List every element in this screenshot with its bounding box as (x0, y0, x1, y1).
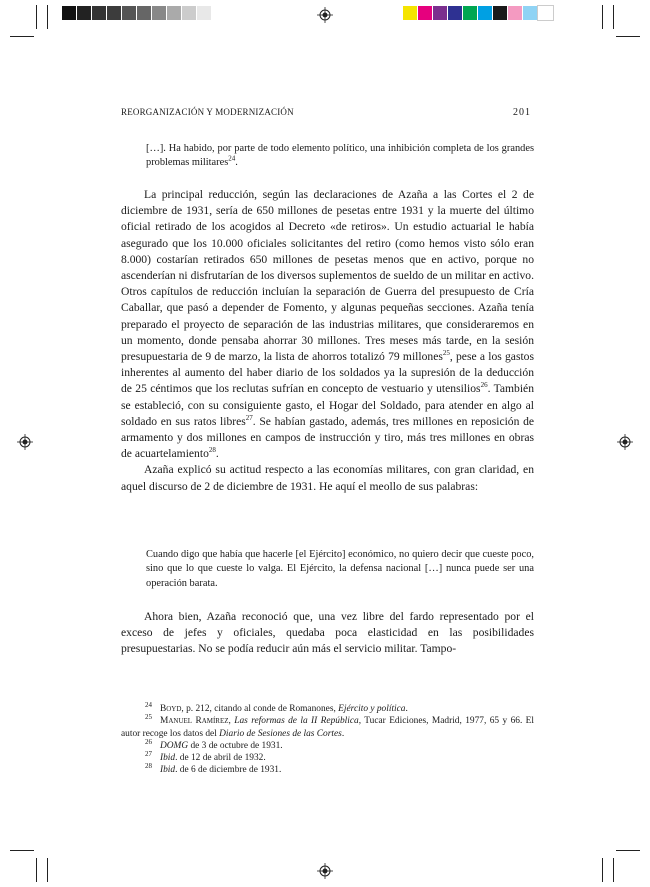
color-swatch (538, 6, 553, 20)
gray-swatch (137, 6, 152, 20)
paragraph: Azaña explicó su actitud respecto a las economías militares, con gran claridad, en aquel discurso de 2 de diciembre de 1931. He aquí el meollo de sus palabras: (121, 463, 534, 493)
registration-mark-icon (317, 7, 333, 23)
footnote-ref: 26 (480, 381, 488, 390)
footnote: $^{26}$ DOMG de 3 de octubre de 1931. (145, 737, 283, 751)
footnote-ref: 24 (228, 154, 236, 163)
color-swatch (433, 6, 448, 20)
main-text (121, 187, 534, 495)
quote-paragraph: Cuando digo que había que hacerle [el Ejército] económico, no quiero decir que cueste poco, sino que lo que cueste lo valga. El Ejército, la defensa nacional […] nunca puede ser una operación barata. (146, 549, 534, 589)
color-swatch (463, 6, 478, 20)
gray-swatch (77, 6, 92, 20)
registration-mark-icon (617, 434, 633, 450)
paragraph: La principal reducción, según las declaraciones de Azaña a las Cortes el 2 de diciembre de 1931, sería de 650 millones de pesetas entre 1931 y la muerte del último oficial retirado de los acogidos al Decreto «de retiros». Un estudio actuarial le había asegurado que los 10.000 oficiales solicitantes del retiro (como hemos visto sólo eran 8.000) costarían retirados 650 millones de pesetas menos que en activo, porque no ascenderían ni disfrutarían de los diversos suplementos de sueldo de un militar en activo. Otros capítulos de reducción incluían la separación de Guerra del presupuesto de Cría Caballar, que pasó a depender de Fomento, y algunas pequeñas secciones. Azaña tenía preparado el proyecto de separación de las industrias militares, que consideraremos en un momento, donde pensaba ahorrar 30 millones. Tres meses más tarde, en la sesión presupuestaria de 9 de marzo, la lista de ahorros totalizó 79 millones$^{25}$, pese a los gastos inherentes al aumento del haber diario de los soldados ya la supresión de la deducción de 25 céntimos que los reclutas sufrían en concepto de vestuario y utensilios$^{26}$. También se estableció, con su consiguiente gasto, el Hogar del Soldado, para atender en algo al soldado en sus ratos libres$^{27}$. Se habían gastado, además, tres millones en reposición de armamento y dos millones en campos de instrucción y tiro, más tres millones en obras de acuartelamiento$^{28}$. (121, 188, 535, 461)
footnote: $^{24}$ Boyd, p. 212, citando al conde de Romanones, Ejército y política. (145, 700, 408, 714)
color-swatch (508, 6, 523, 20)
registration-mark-icon (17, 434, 33, 450)
gray-swatch (152, 6, 167, 20)
running-title: REORGANIZACIÓN Y MODERNIZACIÓN (121, 107, 294, 117)
footnote-ref: 25 (442, 349, 450, 358)
gray-swatch (62, 6, 77, 20)
footnote: $^{28}$ Ibid. de 6 de diciembre de 1931. (145, 762, 282, 776)
color-swatch (493, 6, 508, 20)
color-calibration-bar (403, 6, 553, 20)
grayscale-calibration-bar (62, 6, 212, 20)
block-quote (146, 142, 534, 171)
footnote: $^{27}$ Ibid. de 12 de abril de 1932. (145, 750, 266, 764)
gray-swatch (107, 6, 122, 20)
gray-swatch (182, 6, 197, 20)
color-swatch (403, 6, 418, 20)
footnote-ref: 28 (208, 446, 216, 455)
main-text (121, 609, 534, 658)
footnotes (121, 700, 535, 777)
running-header (121, 107, 531, 118)
gray-swatch (92, 6, 107, 20)
gray-swatch (167, 6, 182, 20)
registration-mark-icon (317, 863, 333, 879)
quote-paragraph: […]. Ha habido, por parte de todo elemento político, una inhibición completa de los grandes problemas militares$^{24}$. (146, 143, 534, 169)
block-quote (146, 548, 534, 591)
gray-swatch (122, 6, 137, 20)
footnote: $^{25}$ Manuel Ramírez, Las reformas de la II República, Tucar Ediciones, Madrid, 1977, 65 y 66. El autor recoge los datos del Diario de Sesiones de las Cortes. (121, 713, 535, 739)
color-swatch (478, 6, 493, 20)
gray-swatch (197, 6, 212, 20)
footnote-ref: 27 (245, 413, 253, 422)
color-swatch (523, 6, 538, 20)
page-number: 201 (513, 107, 531, 118)
color-swatch (448, 6, 463, 20)
paragraph: Ahora bien, Azaña reconoció que, una vez libre del fardo representado por el exceso de jefes y oficiales, quedaba poca elasticidad en las posibilidades presupuestarias. No se podía reducir aún más el servicio militar. Tampo- (121, 610, 534, 656)
color-swatch (418, 6, 433, 20)
